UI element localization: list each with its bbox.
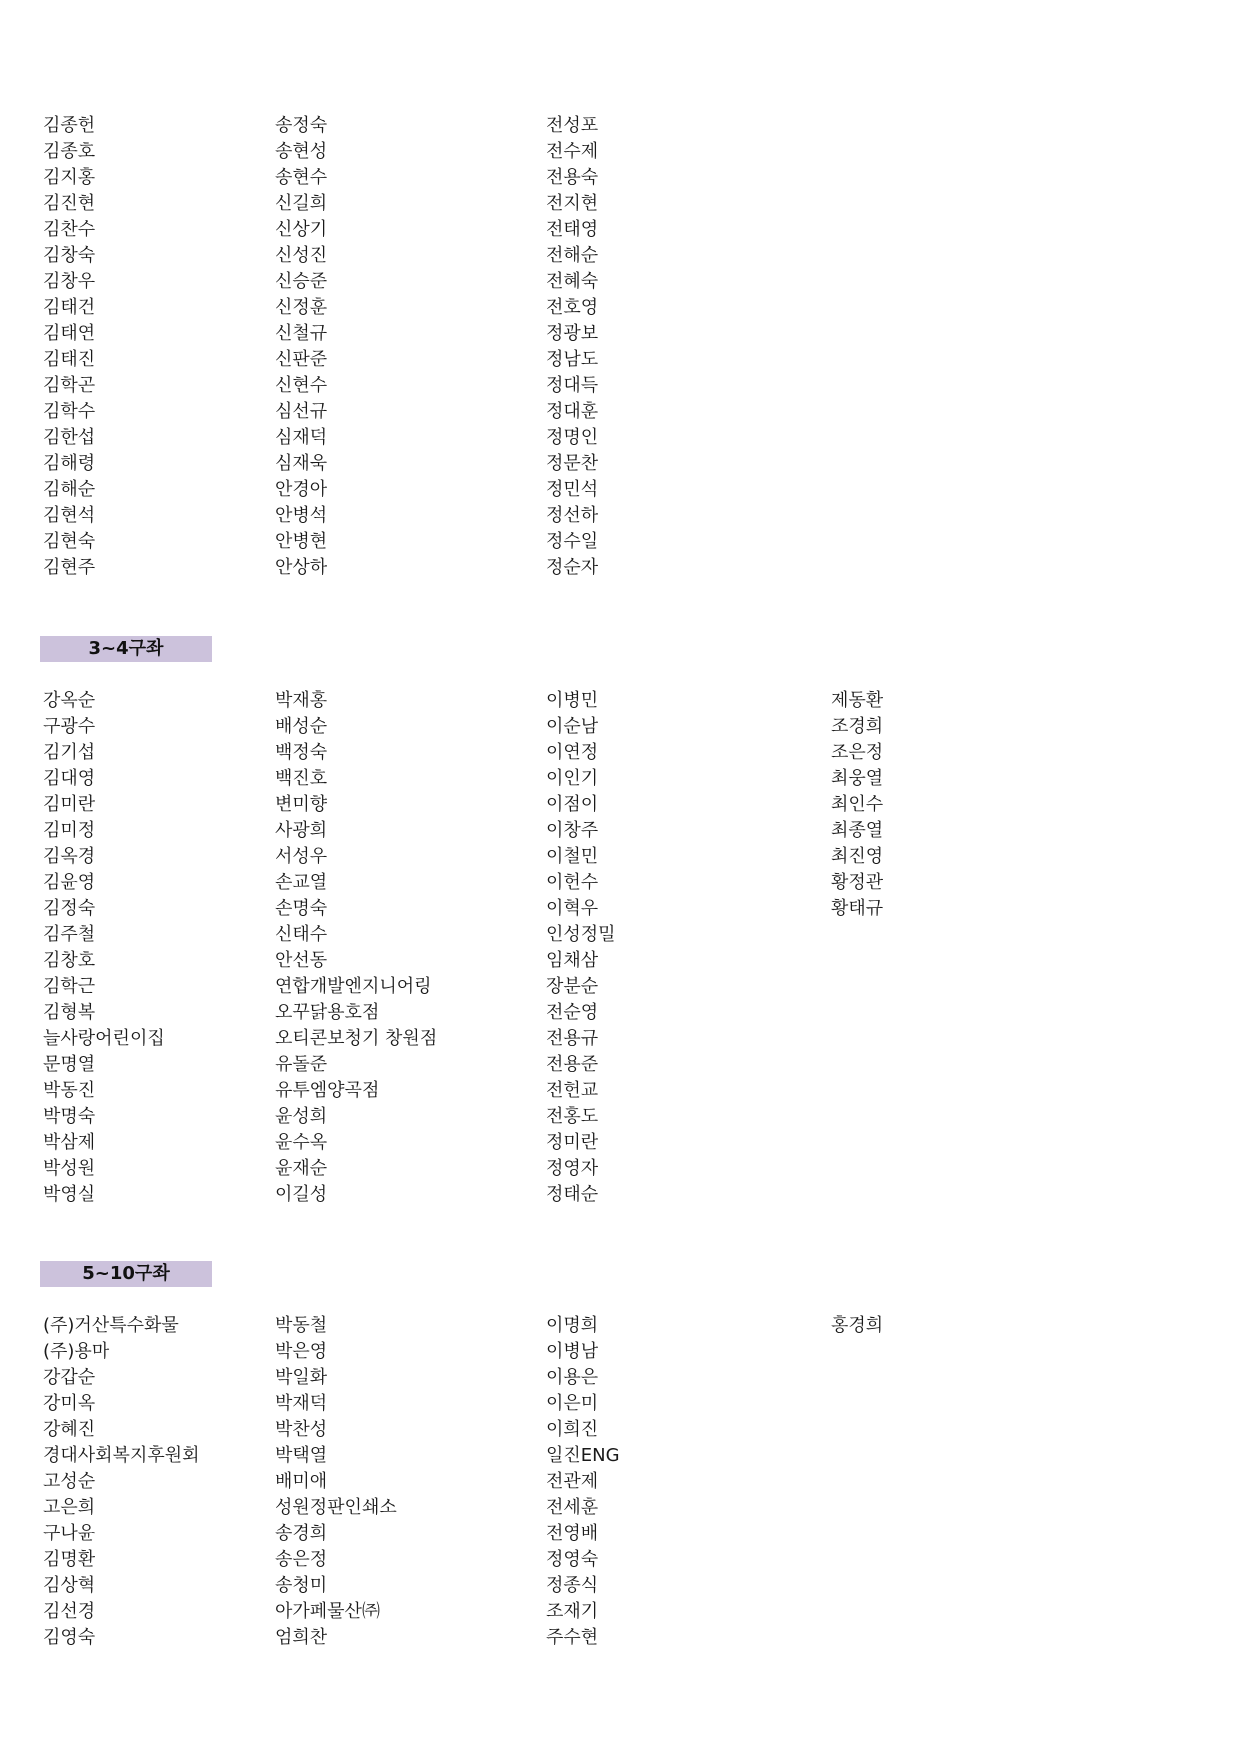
donor-name: 안상하 xyxy=(275,557,328,578)
donor-name: 김해령 xyxy=(43,453,96,474)
donor-name: 김현석 xyxy=(43,505,96,526)
donor-name: 김기섭 xyxy=(43,742,96,763)
donor-name: 아가페물산㈜ xyxy=(275,1601,380,1622)
donor-name: 조재기 xyxy=(546,1601,599,1622)
donor-name: 박동진 xyxy=(43,1080,96,1101)
donor-name: 김형복 xyxy=(43,1002,96,1023)
donor-name: 윤수옥 xyxy=(275,1132,328,1153)
donor-name: 최인수 xyxy=(831,794,884,815)
donor-name: 전순영 xyxy=(546,1002,599,1023)
donor-name: 이헌수 xyxy=(546,872,599,893)
donor-name: 박택열 xyxy=(275,1445,328,1466)
donor-name: 김태건 xyxy=(43,297,96,318)
donor-name: 안병석 xyxy=(275,505,328,526)
donor-name: 사광희 xyxy=(275,820,328,841)
donor-name: 김학수 xyxy=(43,401,96,422)
donor-name: 김창우 xyxy=(43,271,96,292)
donor-name: 유투엠양곡점 xyxy=(275,1080,380,1101)
donor-name: 연합개발엔지니어링 xyxy=(275,976,432,997)
donor-name: 문명열 xyxy=(43,1054,96,1075)
donor-name: 정남도 xyxy=(546,349,599,370)
donor-name: 최웅열 xyxy=(831,768,884,789)
donor-name: 고성순 xyxy=(43,1471,96,1492)
donor-name: 신승준 xyxy=(275,271,328,292)
donor-name: 송현성 xyxy=(275,141,328,162)
donor-name: 김지홍 xyxy=(43,167,96,188)
donor-name: 늘사랑어린이집 xyxy=(43,1028,165,1049)
donor-name: 일진ENG xyxy=(546,1445,620,1466)
donor-name: 박명숙 xyxy=(43,1106,96,1127)
donor-name: 박찬성 xyxy=(275,1419,328,1440)
donor-name: 송은정 xyxy=(275,1549,328,1570)
donor-name: 이연정 xyxy=(546,742,599,763)
donor-name: 박일화 xyxy=(275,1367,328,1388)
donor-name: 전호영 xyxy=(546,297,599,318)
donor-name: 김태연 xyxy=(43,323,96,344)
donor-name: 최진영 xyxy=(831,846,884,867)
donor-name: 최종열 xyxy=(831,820,884,841)
donor-name: 서성우 xyxy=(275,846,328,867)
name-column-4 xyxy=(831,688,883,922)
donor-name: 심재욱 xyxy=(275,453,328,474)
name-column-2 xyxy=(275,113,327,581)
donor-name: 이은미 xyxy=(546,1393,599,1414)
donor-name: 구나윤 xyxy=(43,1523,96,1544)
donor-name: 전홍도 xyxy=(546,1106,599,1127)
donor-name: 이명희 xyxy=(546,1315,599,1336)
donor-name: 경대사회복지후원회 xyxy=(43,1445,200,1466)
donor-name: 김찬수 xyxy=(43,219,96,240)
donor-name: 정영자 xyxy=(546,1158,599,1179)
name-column-1 xyxy=(43,688,165,1208)
donor-name: 전세훈 xyxy=(546,1497,599,1518)
donor-name: 정민석 xyxy=(546,479,599,500)
donor-name: 임채삼 xyxy=(546,950,599,971)
donor-name: 전용숙 xyxy=(546,167,599,188)
donor-name: 정문찬 xyxy=(546,453,599,474)
donor-name: 정순자 xyxy=(546,557,599,578)
donor-name: 이희진 xyxy=(546,1419,599,1440)
donor-name: 김현숙 xyxy=(43,531,96,552)
donor-name: 강갑순 xyxy=(43,1367,96,1388)
donor-name: 정대훈 xyxy=(546,401,599,422)
donor-name: 정종식 xyxy=(546,1575,599,1596)
donor-name: 정명인 xyxy=(546,427,599,448)
donor-name: 송경희 xyxy=(275,1523,328,1544)
donor-name: 김상혁 xyxy=(43,1575,96,1596)
donor-name: 박재홍 xyxy=(275,690,328,711)
donor-name: 전영배 xyxy=(546,1523,599,1544)
donor-name: 이병남 xyxy=(546,1341,599,1362)
name-column-3 xyxy=(546,113,598,581)
donor-name: 김옥경 xyxy=(43,846,96,867)
donor-name: 김미란 xyxy=(43,794,96,815)
donor-name: 전혜숙 xyxy=(546,271,599,292)
donor-name: 박삼제 xyxy=(43,1132,96,1153)
donor-name: 주수현 xyxy=(546,1627,599,1648)
donor-name: 김윤영 xyxy=(43,872,96,893)
name-column-1 xyxy=(43,1313,200,1651)
donor-name: 윤성희 xyxy=(275,1106,328,1127)
donor-name: 김창호 xyxy=(43,950,96,971)
donor-name: 정영숙 xyxy=(546,1549,599,1570)
donor-name: (주)용마 xyxy=(43,1341,110,1362)
name-column-3 xyxy=(546,1313,620,1651)
donor-name: 이병민 xyxy=(546,690,599,711)
donor-name: 황정관 xyxy=(831,872,884,893)
donor-name: 손교열 xyxy=(275,872,328,893)
donor-name: 인성정밀 xyxy=(546,924,616,945)
donor-name: 김태진 xyxy=(43,349,96,370)
donor-name: 이점이 xyxy=(546,794,599,815)
donor-name: 박은영 xyxy=(275,1341,328,1362)
donor-name: 정태순 xyxy=(546,1184,599,1205)
donor-name: 박성원 xyxy=(43,1158,96,1179)
donor-name: 전수제 xyxy=(546,141,599,162)
donor-name: 구광수 xyxy=(43,716,96,737)
donor-name: 안경아 xyxy=(275,479,328,500)
donor-name: 김선경 xyxy=(43,1601,96,1622)
donor-name: 김종호 xyxy=(43,141,96,162)
donor-name: 이인기 xyxy=(546,768,599,789)
donor-name: 장분순 xyxy=(546,976,599,997)
donor-name: 김영숙 xyxy=(43,1627,96,1648)
donor-name: 김해순 xyxy=(43,479,96,500)
donor-name: 안병현 xyxy=(275,531,328,552)
donor-name: 배미애 xyxy=(275,1471,328,1492)
donor-name: 송청미 xyxy=(275,1575,328,1596)
donor-name: 변미향 xyxy=(275,794,328,815)
donor-name: 심선규 xyxy=(275,401,328,422)
name-column-3 xyxy=(546,688,616,1208)
donor-name: 오티콘보청기 창원점 xyxy=(275,1028,438,1049)
donor-name: 강혜진 xyxy=(43,1419,96,1440)
donor-name: 홍경희 xyxy=(831,1315,884,1336)
donor-name: 정대득 xyxy=(546,375,599,396)
name-column-4 xyxy=(831,1313,883,1339)
donor-name: 전관제 xyxy=(546,1471,599,1492)
donor-name: 오꾸닭용호점 xyxy=(275,1002,380,1023)
donor-name: 신상기 xyxy=(275,219,328,240)
donor-name: 이길성 xyxy=(275,1184,328,1205)
donor-name: 고은희 xyxy=(43,1497,96,1518)
donor-name: 신철규 xyxy=(275,323,328,344)
donor-name: 박재덕 xyxy=(275,1393,328,1414)
donor-name: 신길희 xyxy=(275,193,328,214)
donor-name: 안선동 xyxy=(275,950,328,971)
donor-name: (주)거산특수화물 xyxy=(43,1315,179,1336)
donor-name: 김미정 xyxy=(43,820,96,841)
section-header-5-10: 5~10구좌 xyxy=(40,1261,212,1287)
donor-name: 정수일 xyxy=(546,531,599,552)
donor-name: 전태영 xyxy=(546,219,599,240)
donor-name: 제동환 xyxy=(831,690,884,711)
donor-name: 신성진 xyxy=(275,245,328,266)
donor-name: 김학곤 xyxy=(43,375,96,396)
name-column-2 xyxy=(275,688,437,1208)
donor-name: 정선하 xyxy=(546,505,599,526)
donor-name: 송현수 xyxy=(275,167,328,188)
donor-name: 송정숙 xyxy=(275,115,328,136)
donor-name: 이철민 xyxy=(546,846,599,867)
name-column-2 xyxy=(275,1313,397,1651)
donor-name: 정미란 xyxy=(546,1132,599,1153)
donor-name: 성원정판인쇄소 xyxy=(275,1497,397,1518)
donor-name: 백정숙 xyxy=(275,742,328,763)
donor-name: 신태수 xyxy=(275,924,328,945)
donor-name: 이순남 xyxy=(546,716,599,737)
donor-name: 이용은 xyxy=(546,1367,599,1388)
donor-name: 김종헌 xyxy=(43,115,96,136)
donor-name: 유돌준 xyxy=(275,1054,328,1075)
donor-name: 박영실 xyxy=(43,1184,96,1205)
donor-name: 백진호 xyxy=(275,768,328,789)
donor-name: 김학근 xyxy=(43,976,96,997)
donor-name: 신현수 xyxy=(275,375,328,396)
name-column-1 xyxy=(43,113,95,581)
donor-name: 김현주 xyxy=(43,557,96,578)
donor-name: 신정훈 xyxy=(275,297,328,318)
donor-name: 조은정 xyxy=(831,742,884,763)
donor-name: 김정숙 xyxy=(43,898,96,919)
donor-name: 김명환 xyxy=(43,1549,96,1570)
donor-name: 강미옥 xyxy=(43,1393,96,1414)
donor-name: 정광보 xyxy=(546,323,599,344)
donor-name: 황태규 xyxy=(831,898,884,919)
donor-name: 김창숙 xyxy=(43,245,96,266)
donor-name: 이혁우 xyxy=(546,898,599,919)
donor-name: 전성포 xyxy=(546,115,599,136)
donor-name: 전용준 xyxy=(546,1054,599,1075)
donor-name: 심재덕 xyxy=(275,427,328,448)
donor-name: 박동철 xyxy=(275,1315,328,1336)
donor-name: 김대영 xyxy=(43,768,96,789)
donor-name: 윤재순 xyxy=(275,1158,328,1179)
donor-name: 김진현 xyxy=(43,193,96,214)
donor-name: 전헌교 xyxy=(546,1080,599,1101)
donor-name: 전해순 xyxy=(546,245,599,266)
donor-name: 손명숙 xyxy=(275,898,328,919)
donor-name: 엄희찬 xyxy=(275,1627,328,1648)
donor-name: 김주철 xyxy=(43,924,96,945)
donor-name: 김한섭 xyxy=(43,427,96,448)
donor-name: 조경희 xyxy=(831,716,884,737)
donor-name: 전지현 xyxy=(546,193,599,214)
section-header-3-4: 3~4구좌 xyxy=(40,636,212,662)
donor-name: 전용규 xyxy=(546,1028,599,1049)
donor-name: 배성순 xyxy=(275,716,328,737)
donor-name: 강옥순 xyxy=(43,690,96,711)
donor-name: 이창주 xyxy=(546,820,599,841)
donor-name: 신판준 xyxy=(275,349,328,370)
